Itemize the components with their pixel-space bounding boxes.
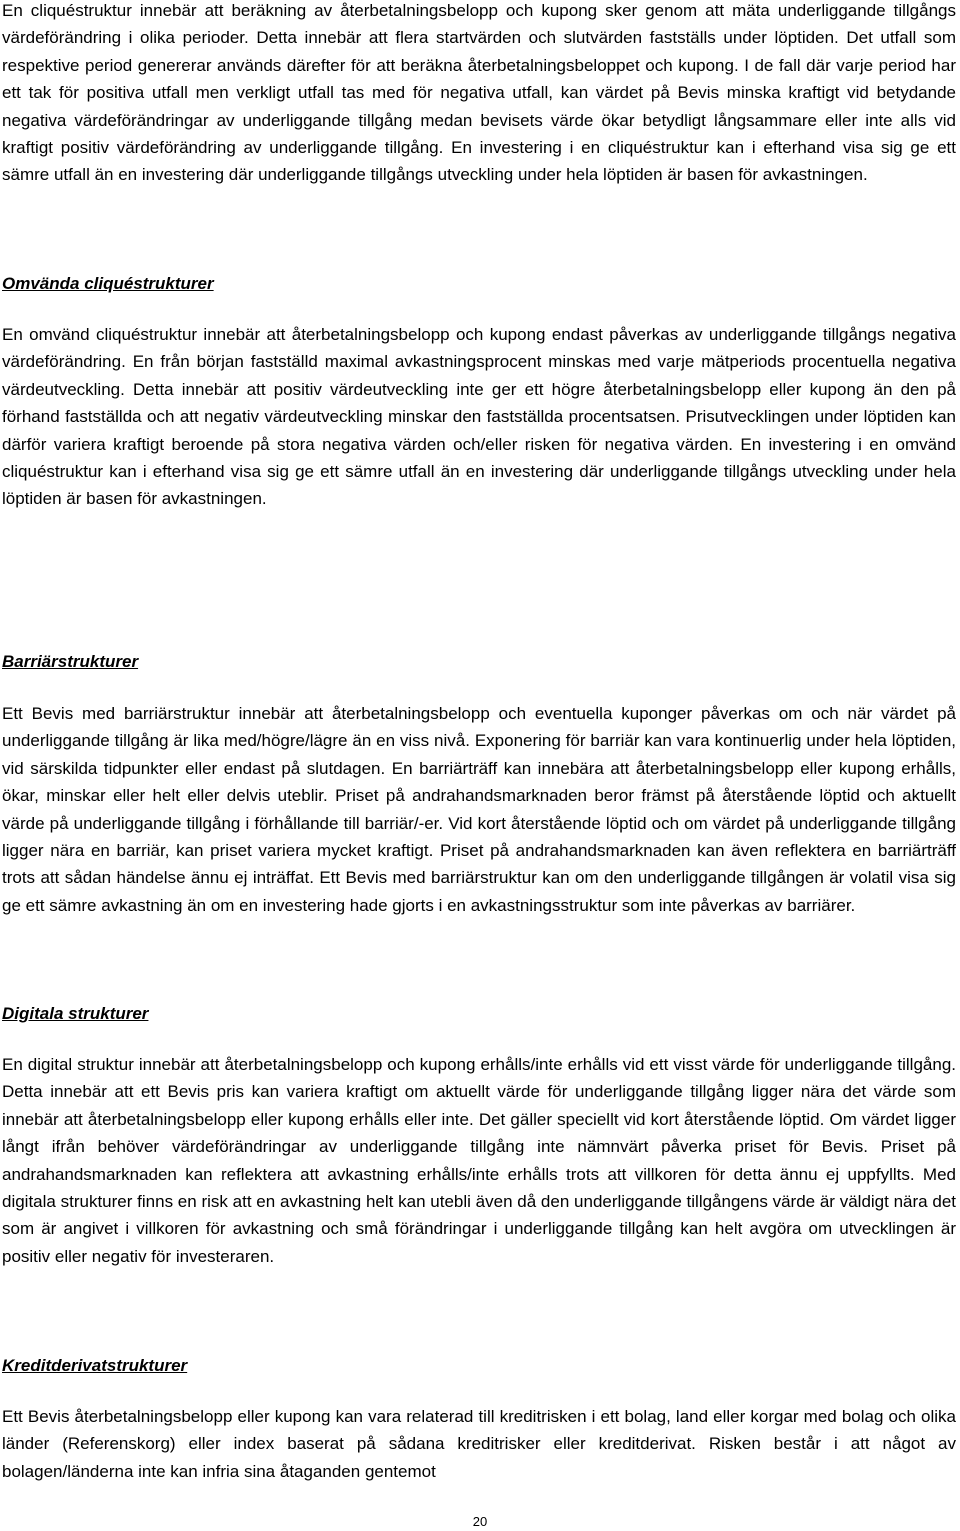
section-paragraph-digitala-strukturer: En digital struktur innebär att återbetalningsbelopp och kupong erhålls/inte erhålls vid ett visst värde för underliggande tillgång. Detta innebär att ett Bevis pris kan variera kraftigt om aktuellt värde för underliggande tillgång ligger nära det värde som innebär att återbetalningsbelopp eller kupong erhålls eller inte. Det gäller speciellt vid kort återstående löptid. Om värdet ligger långt ifrån behöver värdeförändringar av underliggande tillgång inte nämnvärt påverka priset för Bevis. Priset på andrahandsmarknaden kan reflektera att avkastning erhålls/inte erhålls trots att villkoren för detta ännu ej uppfyllts. Med digitala strukturer finns en risk att en avkastning helt kan utebli även då den underliggande tillgångens värde är väldigt nära det som är angivet i villkoren för avkastning och små förändringar i underliggande tillgång kan helt avgöra om utvecklingen är positiv eller negativ för investeraren. — [2, 1055, 956, 1266]
section-heading-omvanda-cliquestrukturer: Omvända cliquéstrukturer — [2, 274, 214, 293]
section-paragraph-kreditderivatstrukturer: Ett Bevis återbetalningsbelopp eller kupong kan vara relaterad till kreditrisken i ett bolag, land eller korgar med bolag och olika länder (Referenskorg) eller index baserat på sådana kreditrisker eller kreditderivat. Risken består i att något av bolagen/länderna inte kan infria sina åtaganden gentemot — [2, 1407, 956, 1481]
intro-paragraph: En cliquéstruktur innebär att beräkning av återbetalningsbelopp och kupong sker genom att mäta underliggande tillgångs värdeförändring i olika perioder. Detta innebär att flera startvärden och slutvärden fastställs under löptiden. Det utfall som respektive period genererar används därefter för att beräkna återbetalningsbeloppet och kupong. I de fall där varje period har ett tak för positiva utfall men verkligt utfall tas med för negativa utfall, kan värdet på Bevis minska kraftigt vid betydande negativa värdeförändringar av underliggande tillgång medan bevisets värde ökar betydligt långsammare eller inte alls vid kraftigt positiv värdeförändring av underliggande tillgång. En investering i en cliquéstruktur kan i efterhand visa sig ge ett sämre utfall än en investering där underliggande tillgångs utveckling under hela löptiden är basen för avkastningen. — [2, 1, 956, 185]
page-number: 20 — [472, 1514, 488, 1529]
section-paragraph-omvanda-cliquestrukturer: En omvänd cliquéstruktur innebär att återbetalningsbelopp och kupong endast påverkas av underliggande tillgångs negativa värdeförändring. En från början fastställd maximal avkastningsprocent minskas med varje mätperiods procentuella negativa värdeutveckling. Detta innebär att positiv värdeutveckling inte ger ett högre återbetalningsbelopp eller kupong än den på förhand fastställda och att negativ värdeutveckling minskar den fastställda procentsatsen. Prisutvecklingen under löptiden kan därför variera kraftigt beroende på stora negativa värden och/eller risken för negativa värden. En investering i en omvänd cliquéstruktur kan i efterhand visa sig ge ett sämre utfall än en investering där underliggande tillgångs utveckling under hela löptiden är basen för avkastningen. — [2, 325, 956, 509]
section-paragraph-barriarstrukturer: Ett Bevis med barriärstruktur innebär att återbetalningsbelopp och eventuella kuponger påverkas om och när värdet på underliggande tillgång är lika med/högre/lägre än en viss nivå. Exponering för barriär kan vara kontinuerlig under hela löptiden, vid särskilda tidpunkter eller endast på slutdagen. En barriärträff kan innebära att återbetalningsbelopp eller kupong erhålls, ökar, minskar eller helt eller delvis uteblir. Priset på andrahandsmarknaden beror främst på återstående löptid och aktuellt värde på underliggande tillgång i förhållande till barriär/-er. Vid kort återstående löptid och om värdet på underliggande tillgång ligger nära en barriär, kan priset variera mycket kraftigt. Priset på andrahandsmarknaden kan även reflektera en barriärträff trots att sådan händelse ännu ej inträffat. Ett Bevis med barriärstruktur kan om den underliggande tillgången är volatil visa sig ge ett sämre avkastning än om en investering hade gjorts i en avkastningsstruktur som inte påverkas av barriärer. — [2, 704, 956, 915]
section-heading-barriarstrukturer: Barriärstrukturer — [2, 652, 139, 671]
section-heading-digitala-strukturer: Digitala strukturer — [2, 1004, 149, 1023]
section-heading-kreditderivatstrukturer: Kreditderivatstrukturer — [2, 1356, 188, 1375]
